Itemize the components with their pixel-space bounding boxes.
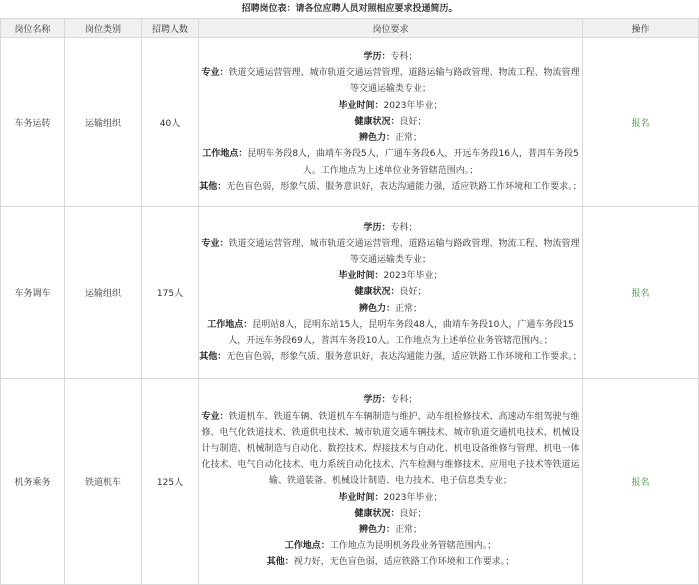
action-cell [583,379,699,585]
header-position-name: 岗位名称 [1,19,65,38]
req-work-location: 工作地点：昆明站8人，昆明东站15人，昆明车务段48人，曲靖车务段10人，广通车务段15人，开远车务段69人，普洱车务段10人。工作地点为上述单位业务管辖范围内。； [207,319,574,346]
position-category: 运输组织 [65,38,142,207]
position-name: 车务运转 [1,38,65,207]
requirements-cell [199,38,583,207]
table-header-row [1,19,699,38]
apply-link[interactable]: 报名 [631,118,650,129]
req-graduation-time: 毕业时间：2023年毕业； [338,271,443,282]
req-education: 学历：专科； [363,395,418,406]
position-name: 车务调车 [1,207,65,379]
req-health: 健康状况：良好； [354,508,427,519]
header-requirements: 岗位要求 [199,19,583,38]
requirements-cell [199,207,583,379]
header-action: 操作 [583,19,699,38]
action-cell [583,207,699,379]
apply-link[interactable]: 报名 [631,289,650,299]
hire-count: 125人 [142,379,199,585]
apply-link[interactable]: 报名 [631,478,650,488]
req-other: 其他：无色盲色弱，形象气质、服务意识好，表达沟通能力强，适应铁路工作环境和工作要求。； [199,181,582,192]
req-other: 其他：无色盲色弱，形象气质、服务意识好，表达沟通能力强，适应铁路工作环境和工作要求。； [199,352,582,363]
req-graduation-time: 毕业时间：2023年毕业； [338,100,443,111]
table-caption: 招聘岗位表：请各位应聘人员对照相应要求投递简历。 [241,4,458,14]
req-work-location: 工作地点：昆明车务段8人，曲靖车务段5人，广通车务段6人，开远车务段16人，普洱车务段5人。工作地点为上述单位业务管辖范围内。； [202,149,579,176]
req-color-vision: 辨色力：正常； [358,525,423,535]
position-category: 铁道机车 [65,379,142,585]
req-major: 专业：铁道交通运营管理、城市轨道交通运营管理、道路运输与路政管理、物流工程、物流管理等交通运输类专业； [201,238,580,265]
req-major: 专业：铁道交通运营管理、城市轨道交通运营管理、道路运输与路政管理、物流工程、物流管理等交通运输类专业； [201,68,580,95]
req-education: 学历：专科； [363,52,418,63]
position-name: 机务乘务 [1,379,65,585]
req-health: 健康状况：良好； [354,287,427,298]
req-major: 专业：铁道机车、铁道车辆、铁道机车车辆制造与维护、动车组检修技术、高速动车组驾驶与维修、电气化铁道技术、铁道供电技术、城市轨道交通车辆技术、城市轨道交通机电技术、机械设计与制造、机械制造与自动化、数控技术、焊接技术与自动化、机电设备维修与管理、机电一体化技术、电气自动化技术、电力系统自动化技术、汽车检测与维修技术、应用电子技术等铁道运输、铁道装备、机械设计制造、电力技术、电子信息类专业； [201,411,580,487]
header-position-category: 岗位类别 [65,19,142,38]
hire-count: 175人 [142,207,199,379]
recruitment-table [0,18,699,585]
requirements-cell [199,379,583,585]
req-health: 健康状况：良好； [354,116,427,127]
req-color-vision: 辨色力：正常； [358,303,423,314]
req-graduation-time: 毕业时间：2023年毕业； [338,492,443,503]
position-category: 运输组织 [65,207,142,379]
table-row [1,38,699,207]
req-education: 学历：专科； [363,222,418,233]
req-work-location: 工作地点：工作地点为昆明机务段业务管辖范围内。； [284,541,497,552]
hire-count: 40人 [142,38,199,207]
action-cell [583,38,699,207]
req-other: 其他：视力好，无色盲色弱，适应铁路工作环境和工作要求。； [266,557,515,568]
table-row [1,207,699,379]
table-row [1,379,699,585]
header-hire-count: 招聘人数 [142,19,199,38]
req-color-vision: 辨色力：正常； [358,133,423,144]
